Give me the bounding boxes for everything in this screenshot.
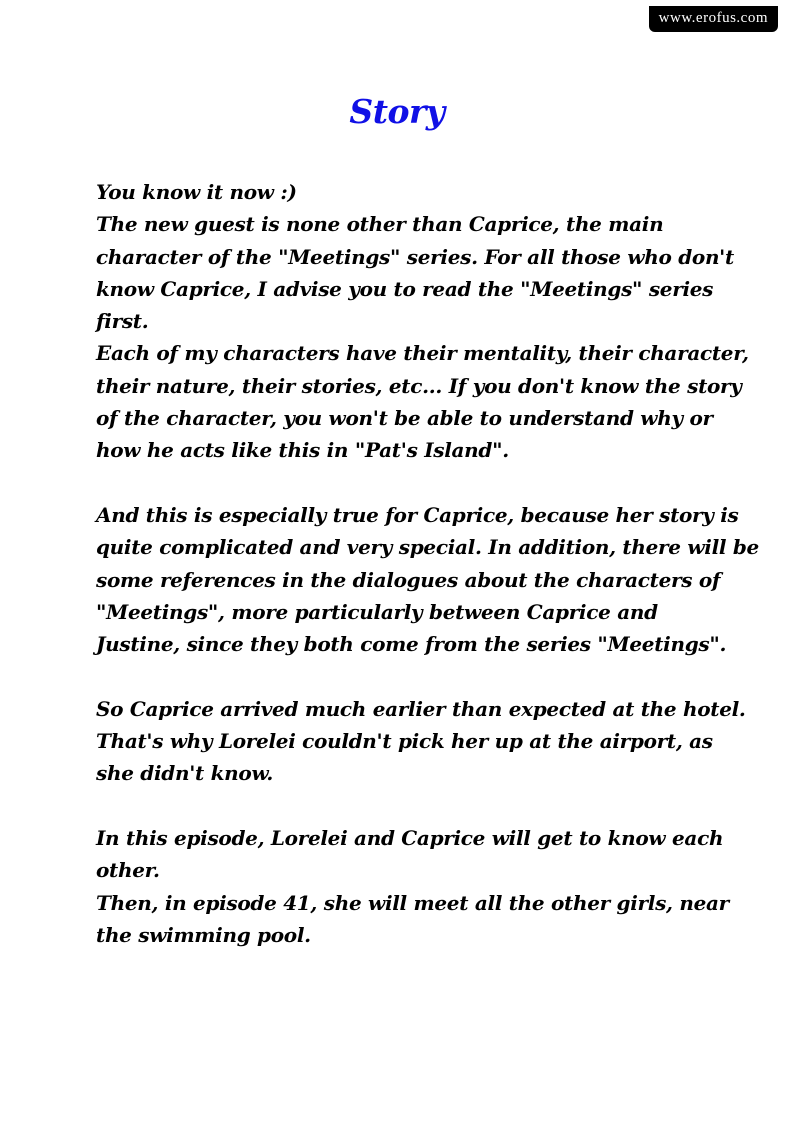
- story-line: That's why Lorelei couldn't pick her up at the airport, as: [96, 729, 713, 754]
- story-line: the swimming pool.: [96, 922, 311, 947]
- story-line: "Meetings", more particularly between Caprice and: [96, 599, 658, 624]
- story-line: Each of my characters have their mentality, their character,: [96, 341, 749, 366]
- story-line: know Caprice, I advise you to read the "Meetings" series: [96, 276, 714, 301]
- story-body: [96, 176, 759, 951]
- story-line: Justine, since they both come from the series "Meetings".: [96, 632, 727, 657]
- paragraph-gap: [96, 660, 736, 692]
- story-line: Then, in episode 41, she will meet all the other girls, near: [96, 890, 729, 915]
- story-line: And this is especially true for Caprice, because her story is: [96, 502, 739, 527]
- story-line: You know it now :): [96, 180, 297, 204]
- story-line: some references in the dialogues about the characters of: [96, 567, 721, 592]
- story-line: she didn't know.: [96, 761, 274, 786]
- story-line: quite complicated and very special. In addition, there will be: [96, 535, 759, 560]
- paragraph-gap: [96, 467, 736, 499]
- story-line: their nature, their stories, etc... If you don't know the story: [96, 373, 742, 398]
- page-title: Story: [349, 92, 445, 131]
- story-line: other.: [96, 858, 160, 883]
- paragraph-gap: [96, 790, 736, 822]
- watermark: www.erofus.com: [649, 6, 778, 32]
- story-line: how he acts like this in "Pat's Island".: [96, 438, 509, 463]
- story-line: The new guest is none other than Caprice, the main: [96, 212, 664, 237]
- story-line: So Caprice arrived much earlier than expected at the hotel.: [96, 696, 746, 721]
- story-line: of the character, you won't be able to understand why or: [96, 406, 713, 431]
- story-line: first.: [96, 309, 149, 334]
- story-line: In this episode, Lorelei and Caprice will get to know each: [96, 825, 724, 850]
- story-line: character of the "Meetings" series. For all those who don't: [96, 244, 734, 269]
